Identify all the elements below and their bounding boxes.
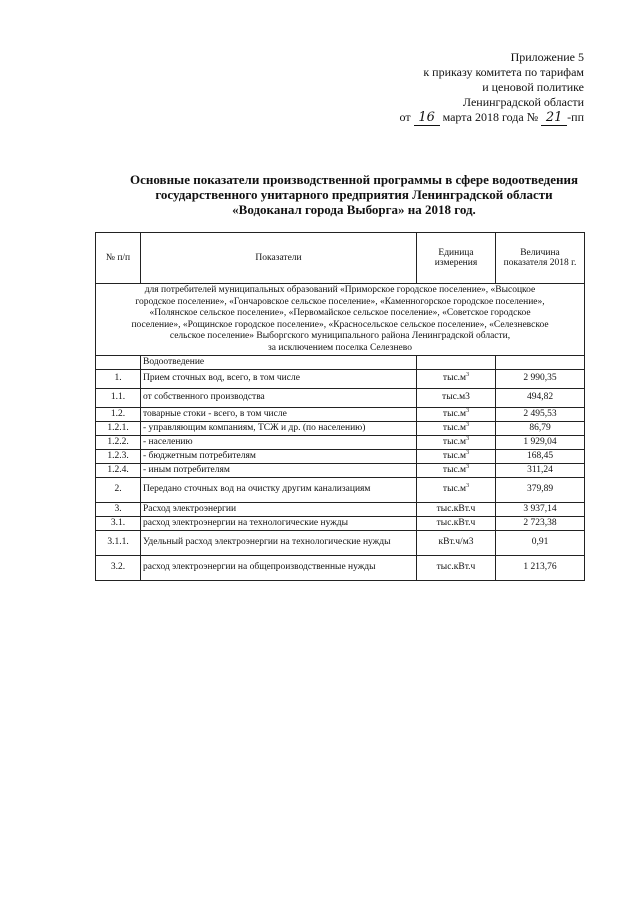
unit-superscript: 3 [466,463,470,470]
consumers-row [96,284,585,356]
table-row [96,435,585,449]
row-unit [417,516,496,530]
title-line-3: «Водоканал города Выборга» на 2018 год. [232,202,476,217]
row-num: 3. [96,502,141,516]
unit-text: тыс.м [442,436,467,447]
row-value: 311,24 [496,463,585,477]
consumers-line-3: «Полянское сельское поселение», «Первомайское сельское поселение», «Советское городское [149,308,531,318]
unit-superscript: 3 [466,421,470,428]
row-indicator: от собственного производства [141,388,417,407]
row-value: 0,91 [496,530,585,555]
unit-text: тыс.м [442,373,467,384]
row-indicator: Прием сточных вод, всего, в том числе [141,369,417,388]
row-indicator: товарные стоки - всего, в том числе [141,407,417,421]
row-indicator: - населению [141,435,417,449]
row-unit [417,407,496,421]
consumers-line-1: для потребителей муниципальных образований «Приморское городское поселение», «Высоцкое [144,285,536,295]
appendix-line-2: к приказу комитета по тарифам [423,65,584,79]
unit-superscript: 3 [466,483,470,490]
header-indicator: Показатели [141,233,417,284]
document-title [64,172,640,217]
table-row [96,449,585,463]
row-num: 1. [96,369,141,388]
table-row [96,407,585,421]
appendix-line-1: Приложение 5 [510,50,584,64]
table-row [96,502,585,516]
row-indicator: Удельный расход электроэнергии на технологические нужды [141,530,417,555]
table-row [96,477,585,502]
row-unit [417,530,496,555]
unit-text: кВт.ч/м3 [438,537,474,548]
row-value: 3 937,14 [496,502,585,516]
unit-text: тыс.кВт.ч [436,562,476,573]
row-indicator: Расход электроэнергии [141,502,417,516]
row-num: 1.2. [96,407,141,421]
handwritten-day: 16 [414,110,440,126]
header-unit: Единица измерения [417,233,496,284]
consumers-line-6: за исключением поселка Селезнево [268,342,412,353]
consumers-line-4: поселение», «Рощинское городское поселение», «Красносельское сельское поселение», «Селезневское [131,319,549,330]
appendix-line-3: и ценовой политике [482,80,584,94]
appendix-block [400,50,585,126]
row-unit [417,555,496,580]
row-num: 1.1. [96,388,141,407]
row-indicator: расход электроэнергии на общепроизводственные нужды [141,555,417,580]
header-num: № п/п [96,233,141,284]
appendix-line-4: Ленинградской области [462,95,584,109]
table-row [96,555,585,580]
row-value: 168,45 [496,449,585,463]
unit-text: тыс.м [442,484,467,495]
unit-text: тыс.м [442,408,467,419]
row-value: 1 213,76 [496,555,585,580]
unit-text: тыс.кВт.ч [436,503,476,514]
row-num: 1.2.1. [96,421,141,435]
row-num: 1.2.3. [96,449,141,463]
unit-text: тыс.м [442,450,467,461]
consumers-cell [96,284,585,356]
row-indicator: - управляющим компаниям, ТСЖ и др. (по населению) [141,421,417,435]
section-row [96,356,585,370]
row-unit [417,435,496,449]
consumers-line-5: сельское поселение» Выборгского муниципального района Ленинградской области, [169,331,511,341]
title-line-1: Основные показатели производственной программы в сфере водоотведения [130,172,578,187]
row-value: 86,79 [496,421,585,435]
row-indicator: расход электроэнергии на технологические нужды [141,516,417,530]
table-row [96,421,585,435]
table-header-row [96,233,585,284]
date-suffix: -пп [567,110,584,124]
row-value: 2 495,53 [496,407,585,421]
indicators-table [95,232,585,581]
row-num: 3.1. [96,516,141,530]
row-value: 2 990,35 [496,369,585,388]
table-row [96,530,585,555]
section-num-cell [96,356,141,370]
row-unit [417,477,496,502]
row-unit [417,421,496,435]
row-value: 1 929,04 [496,435,585,449]
row-num: 3.2. [96,555,141,580]
row-value: 2 723,38 [496,516,585,530]
appendix-date-line [400,110,585,126]
row-indicator: Передано сточных вод на очистку другим канализациям [141,477,417,502]
table-row [96,369,585,388]
date-prefix: от [399,110,411,124]
row-num: 3.1.1. [96,530,141,555]
consumers-line-2: городское поселение», «Гончаровское сельское поселение», «Каменногорское городское поселение», [135,296,545,307]
row-num: 1.2.2. [96,435,141,449]
table-row [96,463,585,477]
row-num: 2. [96,477,141,502]
title-line-2: государственного унитарного предприятия Ленинградской области [155,187,553,202]
row-unit [417,502,496,516]
handwritten-number: 21 [541,110,567,126]
unit-superscript: 3 [466,407,470,414]
row-indicator: - бюджетным потребителям [141,449,417,463]
unit-text: тыс.кВт.ч [436,517,476,528]
row-value: 494,82 [496,388,585,407]
section-unit-cell [417,356,496,370]
row-value: 379,89 [496,477,585,502]
row-unit [417,463,496,477]
row-unit [417,449,496,463]
row-unit [417,388,496,407]
unit-text: тыс.м3 [442,392,470,403]
row-num: 1.2.4. [96,463,141,477]
unit-superscript: 3 [466,372,470,379]
table-row [96,516,585,530]
unit-text: тыс.м [442,422,467,433]
table-row [96,388,585,407]
date-middle: марта 2018 года № [442,110,539,124]
unit-superscript: 3 [466,435,470,442]
row-unit [417,369,496,388]
row-indicator: - иным потребителям [141,463,417,477]
unit-text: тыс.м [442,464,467,475]
header-value: Величина показателя 2018 г. [496,233,585,284]
section-label: Водоотведение [141,356,417,370]
unit-superscript: 3 [466,449,470,456]
section-value-cell [496,356,585,370]
